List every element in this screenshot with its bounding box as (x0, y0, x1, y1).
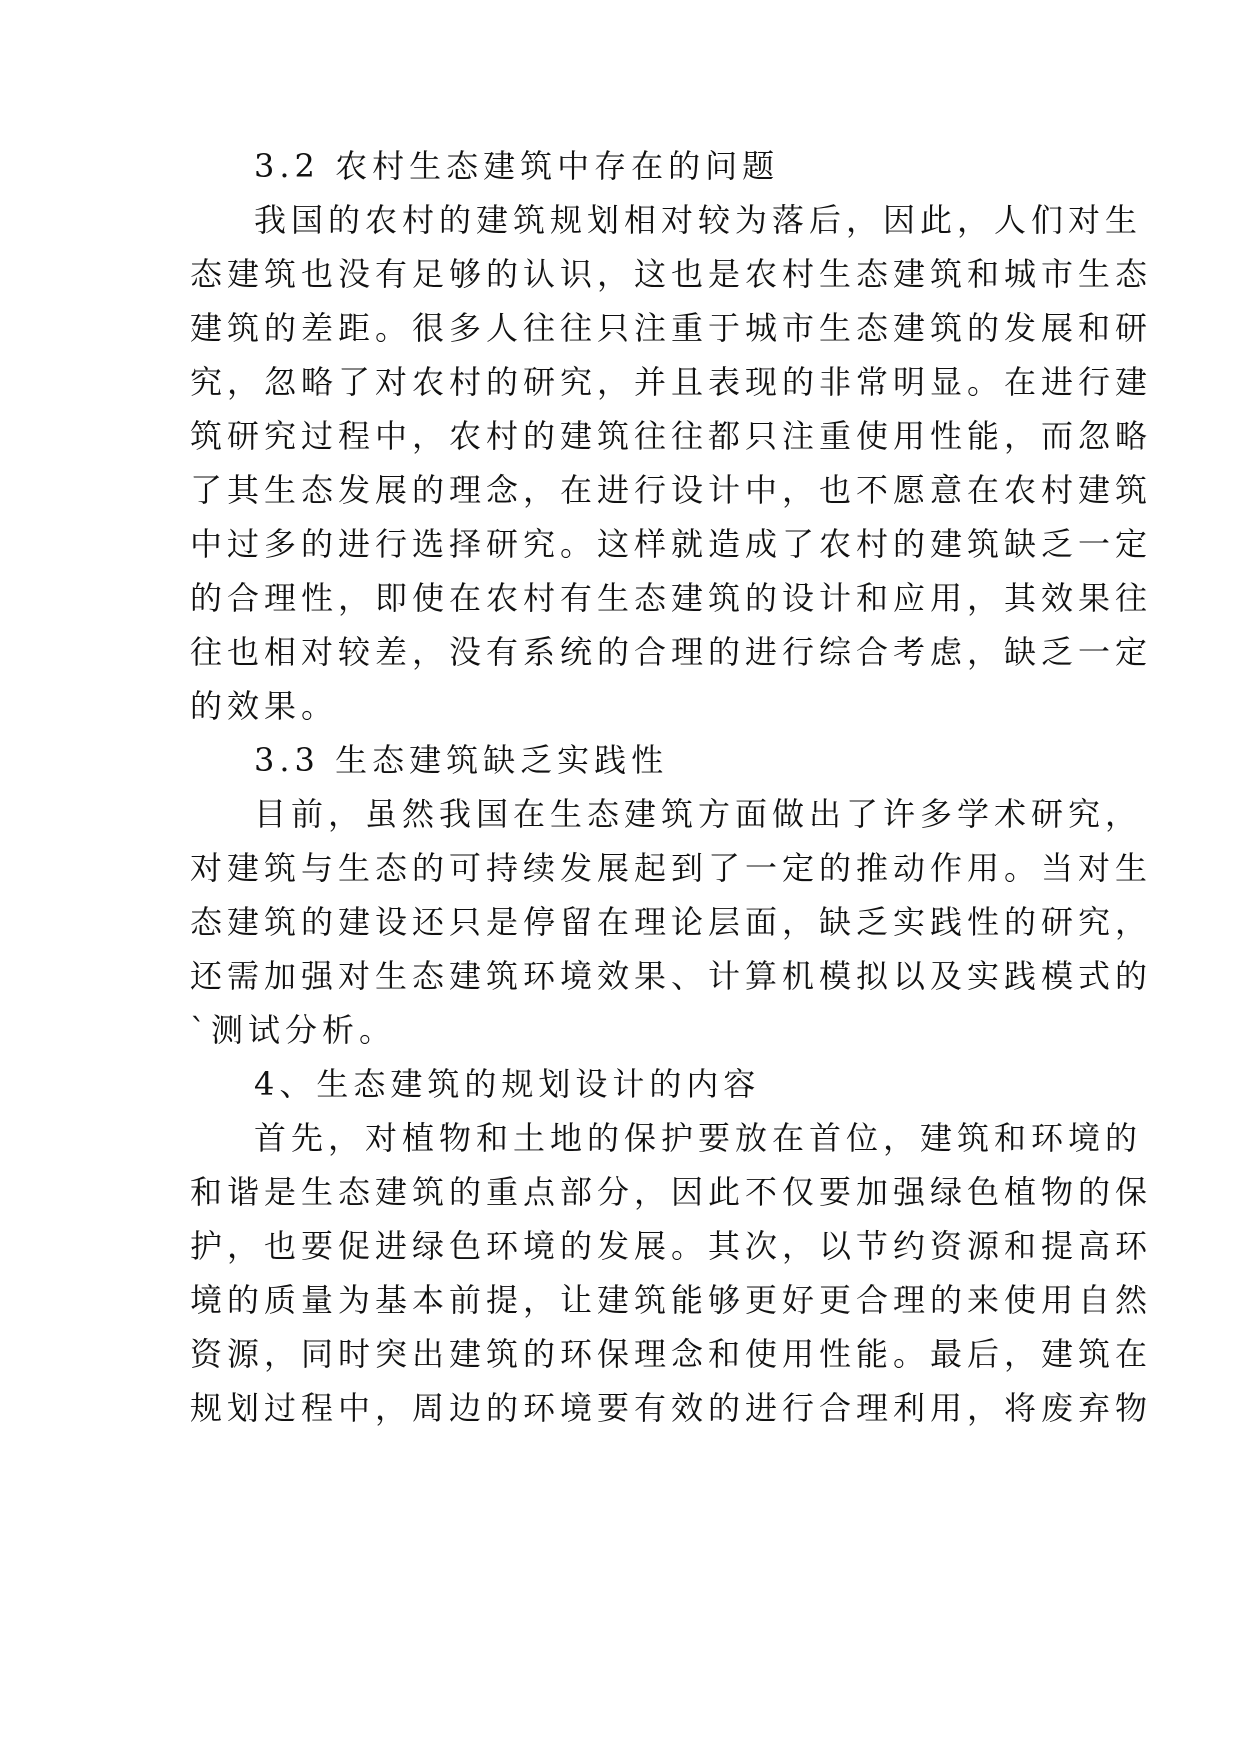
paragraph-line: 首先，对植物和土地的保护要放在首位，建筑和环境的 (254, 1119, 1143, 1157)
paragraph-line: 中过多的进行选择研究。这样就造成了农村的建筑缺乏一定 (190, 525, 1153, 563)
section-heading-3-2: 3.2 农村生态建筑中存在的问题 (254, 147, 780, 185)
paragraph-line: 还需加强对生态建筑环境效果、计算机模拟以及实践模式的 (190, 957, 1153, 995)
paragraph-line: 往也相对较差，没有系统的合理的进行综合考虑，缺乏一定 (190, 633, 1153, 671)
paragraph-line: 了其生态发展的理念，在进行设计中，也不愿意在农村建筑 (190, 471, 1153, 509)
paragraph-line: 筑研究过程中，农村的建筑往往都只注重使用性能，而忽略 (190, 417, 1153, 455)
paragraph-line: 究，忽略了对农村的研究，并且表现的非常明显。在进行建 (190, 363, 1153, 401)
section-heading-3-3: 3.3 生态建筑缺乏实践性 (254, 741, 669, 779)
paragraph-line: 境的质量为基本前提，让建筑能够更好更合理的来使用自然 (190, 1281, 1153, 1319)
paragraph-line: 态建筑也没有足够的认识，这也是农村生态建筑和城市生态 (190, 255, 1153, 293)
paragraph-line: 态建筑的建设还只是停留在理论层面，缺乏实践性的研究， (190, 903, 1153, 941)
paragraph-line: 的合理性，即使在农村有生态建筑的设计和应用，其效果往 (190, 579, 1153, 617)
paragraph-line: 资源，同时突出建筑的环保理念和使用性能。最后，建筑在 (190, 1335, 1153, 1373)
paragraph-line: 目前，虽然我国在生态建筑方面做出了许多学术研究， (254, 795, 1143, 833)
paragraph-line: `测试分析。 (190, 1011, 397, 1049)
paragraph-line: 的效果。 (190, 687, 339, 725)
paragraph-line: 规划过程中，周边的环境要有效的进行合理利用，将废弃物 (190, 1389, 1153, 1427)
section-heading-4: 4、生态建筑的规划设计的内容 (254, 1065, 761, 1103)
paragraph-line: 对建筑与生态的可持续发展起到了一定的推动作用。当对生 (190, 849, 1153, 887)
paragraph-line: 我国的农村的建筑规划相对较为落后，因此，人们对生 (254, 201, 1143, 239)
paragraph-line: 建筑的差距。很多人往往只注重于城市生态建筑的发展和研 (190, 309, 1153, 347)
paragraph-line: 和谐是生态建筑的重点部分，因此不仅要加强绿色植物的保 (190, 1173, 1153, 1211)
paragraph-line: 护，也要促进绿色环境的发展。其次，以节约资源和提高环 (190, 1227, 1153, 1265)
